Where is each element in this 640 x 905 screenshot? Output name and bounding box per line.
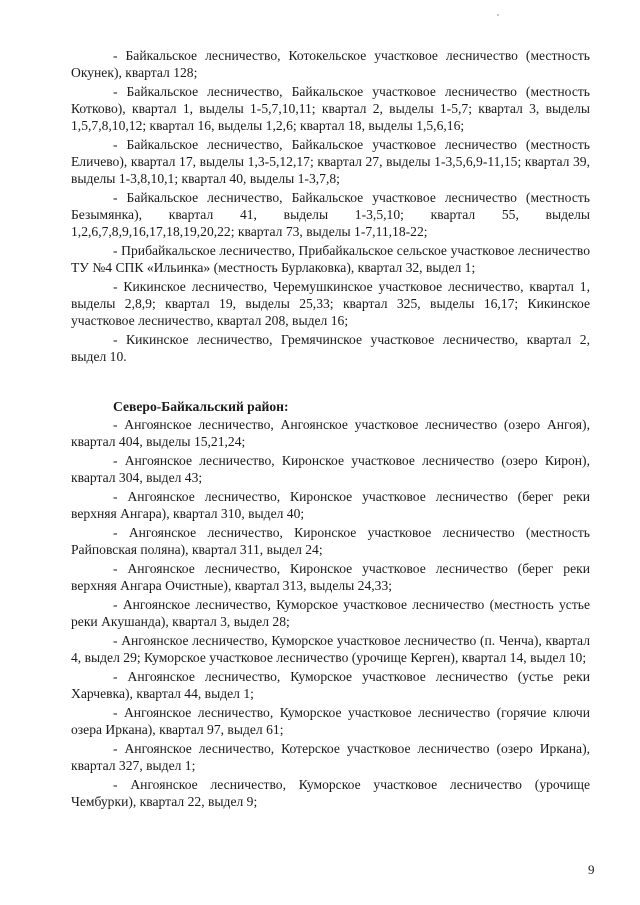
paragraph: - Ангоянское лесничество, Куморское участковое лесничество (п. Ченча), квартал 4, выдел 29; Куморское участковое лесничество (урочище Керген), квартал 14, выдел 10; [71, 633, 590, 665]
page-number: 9 [588, 862, 595, 877]
section-spacer [71, 367, 590, 398]
paragraph: - Ангоянское лесничество, Котерское участковое лесничество (озеро Иркана), квартал 327, выдел 1; [71, 741, 590, 773]
paragraph: - Кикинское лесничество, Гремячинское участковое лесничество, квартал 2, выдел 10. [71, 332, 590, 364]
paragraph: - Ангоянское лесничество, Киронское участковое лесничество (берег реки верхняя Ангара Очистные), квартал 313, выделы 24,33; [71, 561, 590, 593]
paragraph: - Байкальское лесничество, Котокельское участковое лесничество (местность Окунек), квартал 128; [71, 48, 590, 80]
paragraph: - Ангоянское лесничество, Киронское участковое лесничество (озеро Кирон), квартал 304, выдел 43; [71, 453, 590, 485]
paragraph: - Ангоянское лесничество, Киронское участковое лесничество (берег реки верхняя Ангара), квартал 310, выдел 40; [71, 489, 590, 521]
paragraph: - Ангоянское лесничество, Куморское участковое лесничество (устье реки Харчевка), квартал 44, выдел 1; [71, 669, 590, 701]
paragraph: - Байкальское лесничество, Байкальское участковое лесничество (местность Еличево), квартал 17, выделы 1,3-5,12,17; квартал 27, выделы 1-3,5,6,9-11,15; квартал 39, выделы 1-3,8,10,1; квартал 40, выделы 1-3,7,8; [71, 137, 590, 186]
paragraph: - Ангоянское лесничество, Куморское участковое лесничество (местность устье реки Акушанда), квартал 3, выдел 28; [71, 597, 590, 629]
paragraph: - Ангоянское лесничество, Ангоянское участковое лесничество (озеро Ангоя), квартал 404, выделы 15,21,24; [71, 417, 590, 449]
paragraph: - Кикинское лесничество, Черемушкинское участковое лесничество, квартал 1, выделы 2,8,9; квартал 19, выделы 25,33; квартал 325, выделы 16,17; Кикинское участковое лесничество, квартал 208, выдел 16; [71, 279, 590, 328]
paragraph: - Байкальское лесничество, Байкальское участковое лесничество (местность Безымянка), квартал 41, выделы 1-3,5,10; квартал 55, выделы 1,2,6,7,8,9,16,17,18,19,20,22; квартал 73, выделы 1-7,11,18-22; [71, 190, 590, 239]
paragraph: - Ангоянское лесничество, Куморское участковое лесничество (урочище Чембурки), квартал 22, выдел 9; [71, 777, 590, 809]
paragraph: - Прибайкальское лесничество, Прибайкальское сельское участковое лесничество ТУ №4 СПК «Ильинка» (местность Бурлаковка), квартал 32, выдел 1; [71, 243, 590, 275]
paragraph: - Ангоянское лесничество, Куморское участковое лесничество (горячие ключи озера Иркана), квартал 97, выдел 61; [71, 705, 590, 737]
paragraph: - Байкальское лесничество, Байкальское участковое лесничество (местность Котково), квартал 1, выделы 1-5,7,10,11; квартал 2, выделы 1-5,7; квартал 3, выделы 1,5,7,8,10,12; квартал 16, выделы 1,2,6; квартал 18, выделы 1,5,6,16; [71, 84, 590, 133]
scan-speck [497, 14, 499, 16]
paragraph: - Ангоянское лесничество, Киронское участковое лесничество (местность Райповская поляна), квартал 311, выдел 24; [71, 525, 590, 557]
section-heading: Северо-Байкальский район: [113, 399, 289, 414]
